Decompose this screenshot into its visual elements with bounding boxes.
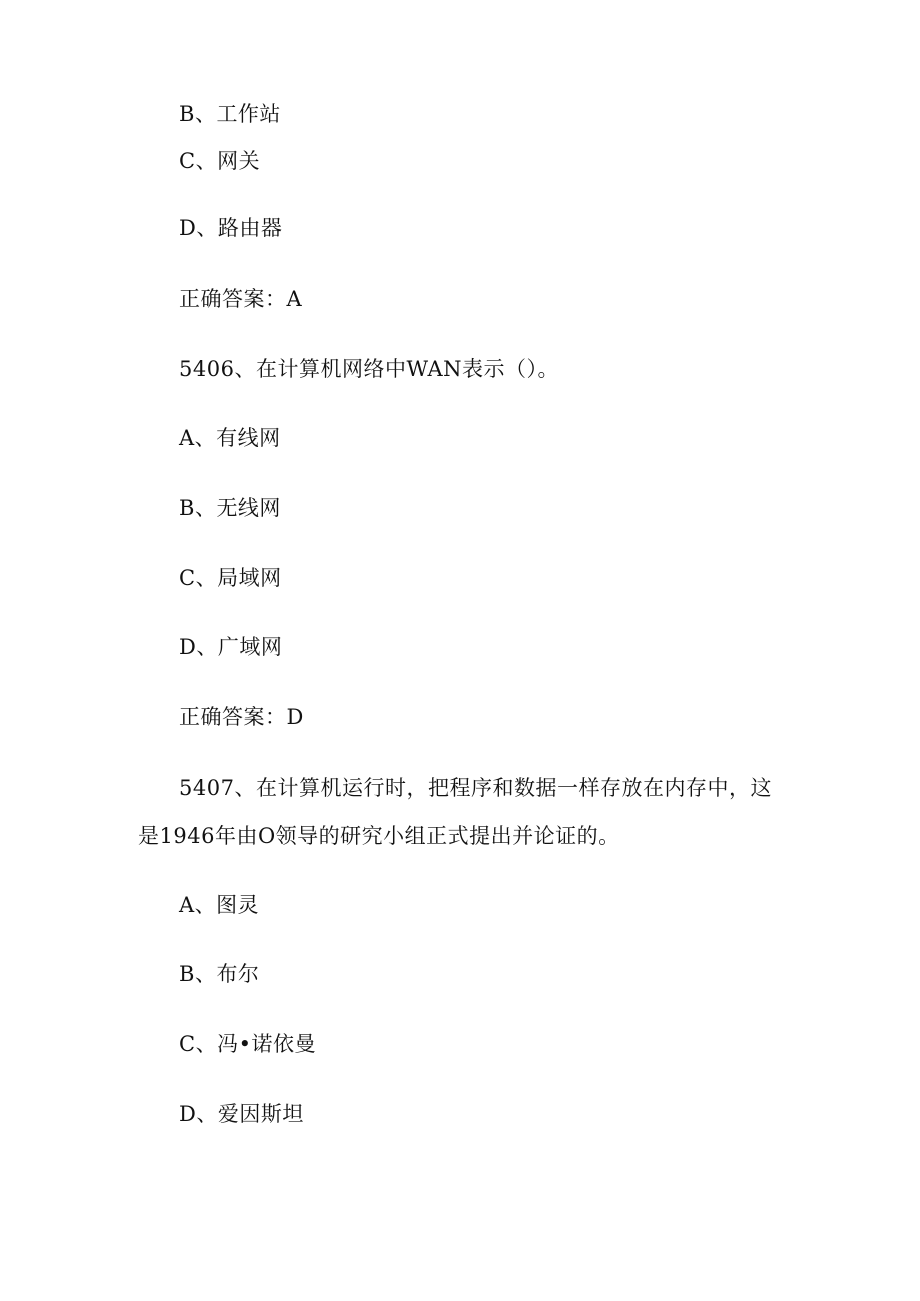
option-b-wireless: [179, 494, 281, 522]
option-c-lan: [179, 564, 282, 592]
option-text: 网关: [217, 149, 261, 173]
option-letter: B: [179, 102, 195, 126]
option-text: 图灵: [216, 893, 260, 917]
option-c-von-neumann: [179, 1030, 316, 1058]
option-b-boole: [179, 960, 259, 988]
option-text: 布尔: [216, 962, 260, 986]
option-text: 无线网: [216, 496, 281, 520]
option-text: 有线网: [216, 426, 281, 450]
option-letter: D: [179, 216, 197, 240]
option-letter: B: [179, 962, 195, 986]
option-separator: 、: [194, 426, 217, 450]
option-separator: 、: [195, 149, 218, 173]
option-a-wired: [179, 424, 281, 452]
option-letter: A: [179, 893, 195, 917]
option-separator: 、: [194, 893, 217, 917]
option-letter: A: [179, 426, 195, 450]
option-text: 路由器: [217, 216, 283, 240]
question-5407-line2: 是1946年由O领导的研究小组正式提出并论证的。: [138, 824, 620, 848]
option-letter: C: [179, 149, 196, 173]
option-separator: 、: [194, 102, 217, 126]
question-5406: 5406、在计算机网络中WAN表示（）。: [179, 357, 560, 381]
option-separator: 、: [194, 962, 217, 986]
option-separator: 、: [195, 1032, 218, 1056]
option-c-gateway: [179, 147, 260, 175]
option-letter: D: [179, 635, 197, 659]
option-text: 广域网: [217, 635, 283, 659]
option-d-wan: [179, 633, 282, 661]
option-letter: B: [179, 496, 195, 520]
option-separator: 、: [196, 635, 218, 659]
option-separator: 、: [196, 216, 218, 240]
option-text: 工作站: [216, 102, 281, 126]
option-d-einstein: [179, 1100, 304, 1128]
option-separator: 、: [194, 496, 217, 520]
option-a-turing: [179, 891, 259, 919]
option-text: 冯•诺依曼: [217, 1032, 316, 1056]
answer-5406: 正确答案：D: [179, 705, 304, 729]
option-b-workstation: [179, 100, 281, 128]
option-separator: 、: [195, 566, 218, 590]
option-letter: C: [179, 566, 196, 590]
option-text: 爱因斯坦: [217, 1102, 304, 1126]
answer-prev: 正确答案：A: [179, 287, 303, 311]
option-letter: D: [179, 1102, 197, 1126]
option-separator: 、: [196, 1102, 218, 1126]
question-5407-line1: 5407、在计算机运行时，把程序和数据一样存放在内存中，这: [179, 776, 772, 800]
option-letter: C: [179, 1032, 196, 1056]
option-text: 局域网: [217, 566, 282, 590]
option-d-router: [179, 214, 282, 242]
